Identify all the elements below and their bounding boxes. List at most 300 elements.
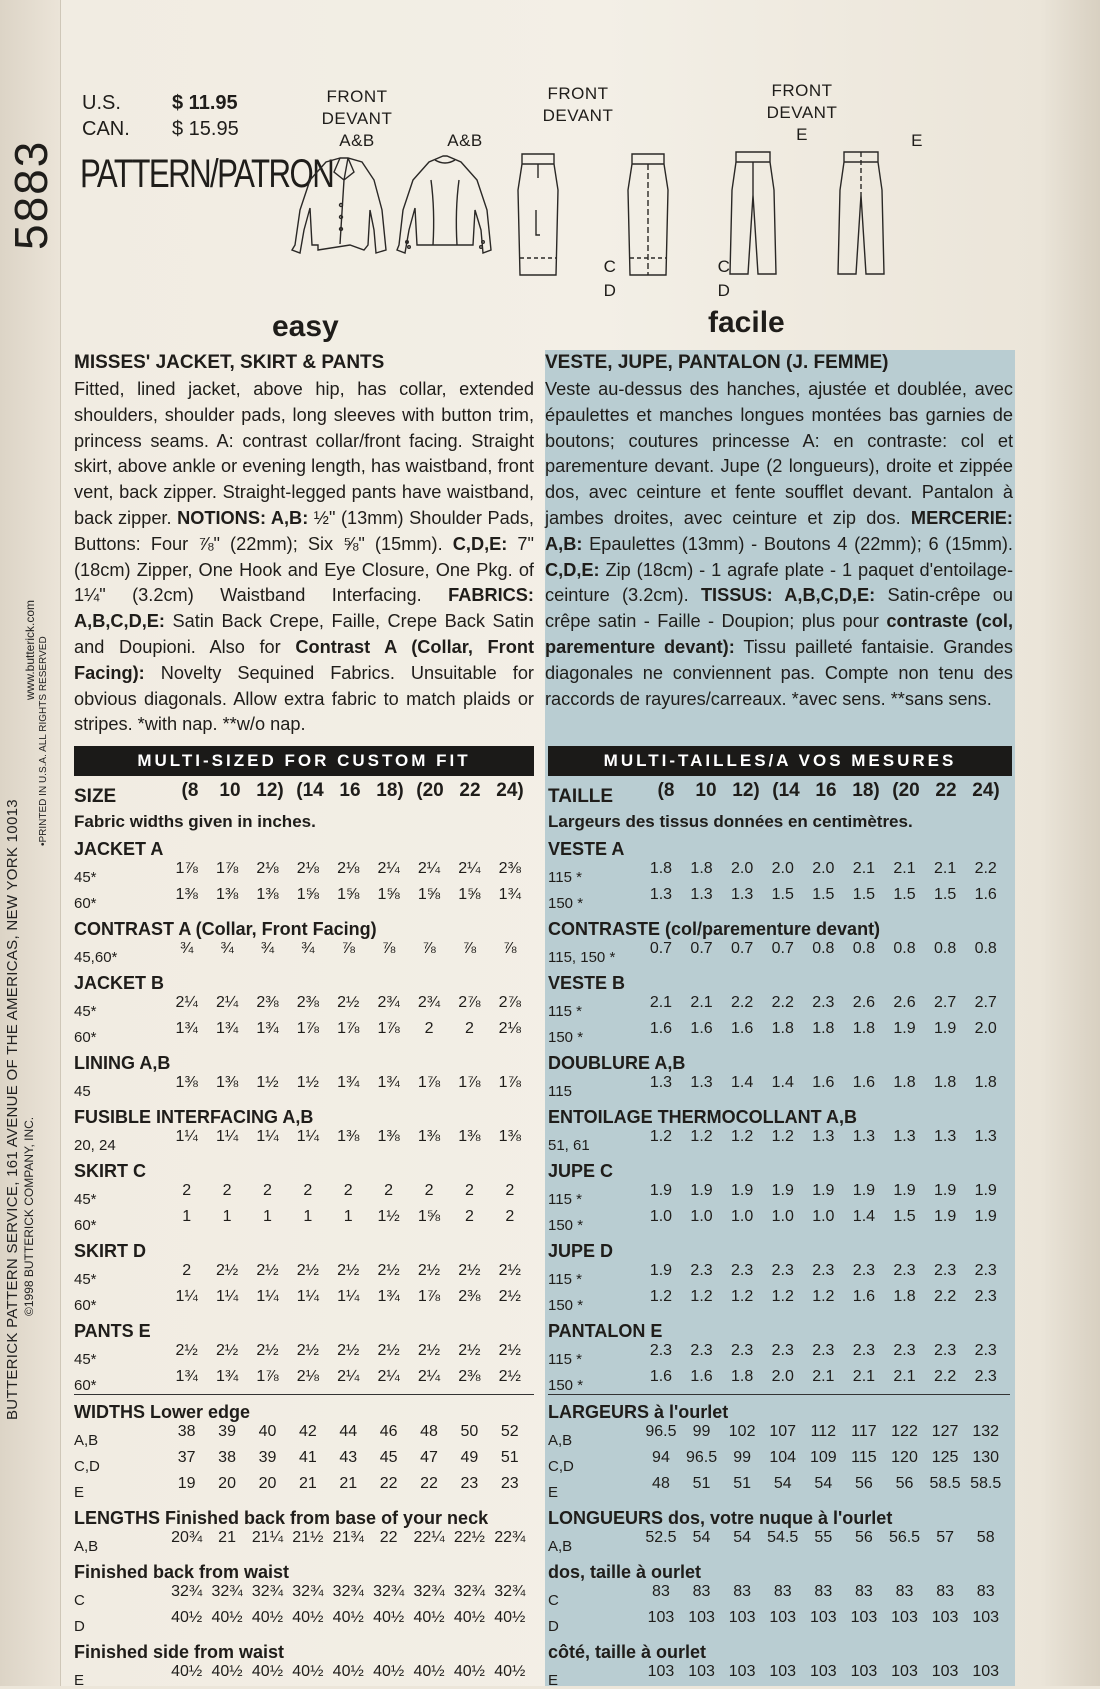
view-label-c1: C xyxy=(603,257,617,276)
row-label: 115 * xyxy=(548,869,582,886)
size-value: 18) xyxy=(852,780,880,801)
cell-value: 1.9 xyxy=(893,1182,916,1199)
row-label: 45* xyxy=(74,1351,97,1368)
table-row xyxy=(548,1288,1010,1314)
cell-value: 103 xyxy=(891,1663,918,1680)
cell-value: 49 xyxy=(460,1449,479,1466)
cell-value: 1.8 xyxy=(852,1020,876,1037)
cell-value: 2.3 xyxy=(690,1262,713,1279)
cell-value: 1.5 xyxy=(771,886,794,903)
cell-value: 2½ xyxy=(458,1262,481,1279)
row-label: 45* xyxy=(74,1271,97,1288)
cell-value: 32¾ xyxy=(211,1583,243,1600)
cell-value: 2 xyxy=(424,1182,434,1199)
cell-value: 2 xyxy=(182,1262,192,1279)
row-cells xyxy=(641,1182,1006,1200)
cell-value: 58.5 xyxy=(970,1475,1002,1492)
cell-value: 2¼ xyxy=(417,860,441,877)
row-label: C,D xyxy=(74,1458,100,1475)
cell-value: 40½ xyxy=(332,1663,364,1680)
cell-value: 1.9 xyxy=(893,1020,916,1037)
cell-value: 2⅛ xyxy=(296,1368,319,1385)
cell-value: 103 xyxy=(769,1663,797,1680)
row-label: E xyxy=(74,1484,85,1501)
cell-value: 2¼ xyxy=(377,860,400,877)
cell-value: 45 xyxy=(379,1449,398,1466)
cell-value: 2⅛ xyxy=(256,860,279,877)
section-title: PANTALON E xyxy=(548,1321,663,1341)
row-cells xyxy=(166,940,530,958)
notions-text: Epaulettes (13mm) - Boutons 4 (22mm); 6 (15mm). xyxy=(589,533,1013,554)
pattern-number: 5883 xyxy=(5,139,57,250)
section-title: CONTRASTE (col/parementure devant) xyxy=(548,919,881,939)
cell-value: 2.3 xyxy=(812,994,835,1011)
table-row xyxy=(548,1583,1010,1609)
cell-value: 1.9 xyxy=(649,1262,673,1279)
cell-value: 1.3 xyxy=(731,886,754,903)
cell-value: 1¼ xyxy=(215,1128,239,1145)
row-cells xyxy=(166,1663,530,1681)
cell-value: 2½ xyxy=(296,1262,319,1279)
section-title: ENTOILAGE THERMOCOLLANT A,B xyxy=(548,1107,857,1127)
cell-value: 2 xyxy=(464,1182,474,1199)
cell-value: 1.9 xyxy=(690,1182,713,1199)
cell-value: 23 xyxy=(460,1475,479,1492)
size-value: 16 xyxy=(339,780,361,801)
row-cells xyxy=(641,1475,1006,1493)
row-cells xyxy=(641,1583,1006,1601)
notions-label: NOTIONS: A,B: xyxy=(177,507,309,528)
cell-value: ¾ xyxy=(180,940,194,957)
cell-value: 2¼ xyxy=(417,1368,441,1385)
cell-value: 2.7 xyxy=(933,994,957,1011)
cell-value: 2.6 xyxy=(893,994,916,1011)
cell-value: 40½ xyxy=(373,1609,405,1626)
table-row xyxy=(74,1663,534,1689)
cell-value: 127 xyxy=(931,1423,959,1440)
cell-value: 2.3 xyxy=(933,1342,957,1359)
row-cells xyxy=(641,1342,1006,1360)
row-label: 115 xyxy=(548,1083,572,1100)
cell-value: 40½ xyxy=(251,1663,284,1680)
cell-value: 1⅞ xyxy=(377,1020,400,1037)
cell-value: 1⅝ xyxy=(337,886,360,903)
row-cells xyxy=(166,860,530,878)
width-note: Fabric widths given in inches. xyxy=(74,812,316,831)
cell-value: 102 xyxy=(728,1423,756,1440)
size-value: (20 xyxy=(892,780,920,801)
view-label-e-back: E xyxy=(911,131,923,150)
cell-value: 1¼ xyxy=(296,1128,319,1145)
cell-value: 48 xyxy=(652,1475,670,1492)
size-value: (8 xyxy=(181,780,199,801)
french-description xyxy=(545,350,1013,712)
cell-value: 83 xyxy=(733,1583,752,1600)
cell-value: 2½ xyxy=(256,1342,279,1359)
size-value: 18) xyxy=(376,780,404,801)
cell-value: 1.8 xyxy=(933,1074,957,1091)
table-row xyxy=(74,1020,534,1046)
view-label-c2: C xyxy=(717,257,731,276)
jacket-front-sketch xyxy=(292,158,386,253)
cell-value: 2½ xyxy=(175,1342,198,1359)
cell-value: ¾ xyxy=(220,940,234,957)
row-label: 150 * xyxy=(548,1029,584,1046)
cell-value: 2⅛ xyxy=(337,860,360,877)
cell-value: 2.2 xyxy=(731,994,754,1011)
cell-value: 21¼ xyxy=(251,1529,284,1546)
size-value: 16 xyxy=(815,780,837,801)
cell-value: 1.9 xyxy=(812,1182,835,1199)
table-row xyxy=(548,886,1010,912)
cell-value: 40½ xyxy=(373,1663,405,1680)
cell-value: 2⅜ xyxy=(458,1288,481,1305)
cell-value: 103 xyxy=(647,1663,675,1680)
table-row xyxy=(548,1475,1010,1501)
section-title: VESTE A xyxy=(548,839,625,859)
cell-value: 21 xyxy=(339,1475,358,1492)
cell-value: 32¾ xyxy=(373,1583,405,1600)
skirt-back-sketch xyxy=(628,154,668,275)
cell-value: 22¼ xyxy=(413,1529,445,1546)
cell-value: 2.1 xyxy=(852,1368,876,1385)
section-title: dos, taille à ourlet xyxy=(548,1562,702,1582)
row-cells xyxy=(641,1262,1006,1280)
cell-value: 40½ xyxy=(171,1663,203,1680)
cell-value: 20 xyxy=(258,1475,277,1492)
size-header-row xyxy=(74,780,534,808)
section-title: SKIRT C xyxy=(74,1161,146,1181)
cell-value: 32¾ xyxy=(453,1583,485,1600)
size-value: (14 xyxy=(296,780,324,801)
cell-value: 2.0 xyxy=(771,1368,794,1385)
cell-value: 1.0 xyxy=(812,1208,835,1225)
cell-value: 1.6 xyxy=(974,886,997,903)
section-title: DOUBLURE A,B xyxy=(548,1053,686,1073)
cell-value: 1¼ xyxy=(337,1288,360,1305)
cell-value: 2.1 xyxy=(852,860,876,877)
cell-value: 1.8 xyxy=(812,1020,835,1037)
row-cells xyxy=(166,1288,530,1306)
cell-value: 99 xyxy=(733,1449,752,1466)
cell-value: 1½ xyxy=(296,1074,319,1091)
cell-value: 51 xyxy=(500,1449,519,1466)
cell-value: 56 xyxy=(895,1475,914,1492)
price-block xyxy=(82,90,239,142)
contrast-label: Contrast A (Collar, Front Facing): xyxy=(74,636,534,683)
cell-value: 2.3 xyxy=(974,1342,997,1359)
table-row xyxy=(74,1288,534,1314)
cell-value: 99 xyxy=(692,1423,711,1440)
row-cells xyxy=(641,1288,1006,1306)
cell-value: 2.3 xyxy=(649,1342,673,1359)
cell-value: 54 xyxy=(733,1529,752,1546)
cell-value: 32¾ xyxy=(494,1583,526,1600)
cell-value: 32¾ xyxy=(292,1583,324,1600)
notions-cde-text: 7" (18cm) Zipper, One Hook and Eye Closure, One Pkg. of 1¼" (3.2cm) Waistband Interfacing. xyxy=(74,533,534,606)
cell-value: 1⅜ xyxy=(175,886,198,903)
cell-value: 2.3 xyxy=(933,1262,957,1279)
cell-value: ⅞ xyxy=(381,940,396,957)
table-row xyxy=(74,1208,534,1234)
table-row xyxy=(548,1449,1010,1475)
fabrics-label: FABRICS: A,B,C,D,E: xyxy=(74,585,534,632)
cell-value: 1.3 xyxy=(649,886,673,903)
table-row xyxy=(74,1074,534,1100)
cell-value: ¾ xyxy=(260,940,275,957)
cell-value: 1.0 xyxy=(690,1208,713,1225)
table-row xyxy=(74,1368,534,1394)
cell-value: 2¼ xyxy=(215,994,239,1011)
cell-value: 2.0 xyxy=(812,860,835,877)
cell-value: 48 xyxy=(420,1423,438,1440)
cell-value: 83 xyxy=(692,1583,711,1600)
table-row xyxy=(548,940,1010,966)
cell-value: 2 xyxy=(263,1182,272,1199)
row-cells xyxy=(166,1449,530,1467)
cell-value: 1.9 xyxy=(852,1182,876,1199)
yardage-table-english xyxy=(74,780,534,1689)
us-label: U.S. xyxy=(82,92,121,114)
section-title: JACKET A xyxy=(74,839,164,859)
cell-value: 2.7 xyxy=(974,994,997,1011)
cell-value: 54 xyxy=(773,1475,792,1492)
cell-value: 2½ xyxy=(498,1288,521,1305)
table-row xyxy=(74,1475,534,1501)
cell-value: 2.1 xyxy=(690,994,713,1011)
cell-value: 103 xyxy=(728,1663,756,1680)
cell-value: 21 xyxy=(298,1475,317,1492)
cell-value: 103 xyxy=(891,1609,918,1626)
description-text: Veste au-dessus des hanches, ajustée et doublée, avec épaulettes et manches longues montées bas garnies de boutons; coutures princesse A: en contraste: col et parementure devant. Jupe (2 longueurs), droite et zippée dos, avec ceinture et fente soufflet devant. Pantalon à jambes droites, avec ceinture et zip dos. xyxy=(545,379,1013,528)
table-row xyxy=(548,860,1010,886)
skirt-front-sketch xyxy=(518,154,558,275)
cell-value: 2½ xyxy=(377,1342,400,1359)
row-label: 45* xyxy=(74,1191,97,1208)
cell-value: 2⅜ xyxy=(498,860,521,877)
table-row xyxy=(548,1020,1010,1046)
cell-value: 1⅜ xyxy=(215,1074,239,1091)
table-row xyxy=(74,1423,534,1449)
row-label: D xyxy=(548,1618,559,1635)
cell-value: 1⅜ xyxy=(417,1128,441,1145)
row-label: 115 * xyxy=(548,1351,582,1368)
cell-value: 2.1 xyxy=(812,1368,835,1385)
row-cells xyxy=(166,1128,530,1146)
cell-value: 83 xyxy=(895,1583,914,1600)
cell-value: 2 xyxy=(343,1182,353,1199)
notions-cde-label: C,D,E: xyxy=(545,559,600,580)
cell-value: 2.3 xyxy=(812,1342,835,1359)
cell-value: 83 xyxy=(855,1583,873,1600)
row-label: 20, 24 xyxy=(74,1137,116,1154)
row-cells xyxy=(166,1368,530,1386)
label-line: FRONT xyxy=(326,87,388,106)
cell-value: 1¼ xyxy=(256,1128,279,1145)
cell-value: 40½ xyxy=(413,1609,445,1626)
cell-value: 40½ xyxy=(332,1609,364,1626)
cell-value: 1.3 xyxy=(852,1128,876,1145)
table-row xyxy=(74,886,534,912)
cell-value: 2½ xyxy=(458,1342,481,1359)
cell-value: 1.2 xyxy=(649,1288,673,1305)
section-title: SKIRT D xyxy=(74,1241,146,1261)
copyright: ©1998 BUTTERICK COMPANY, INC. xyxy=(22,1116,36,1316)
table-row xyxy=(548,1182,1010,1208)
cell-value: 1.8 xyxy=(690,860,713,877)
cell-value: 2.2 xyxy=(933,1368,957,1385)
row-label: E xyxy=(74,1672,85,1689)
facile-badge: facile xyxy=(708,306,785,339)
section-title: LONGUEURS dos, votre nuque à l'ourlet xyxy=(548,1508,893,1528)
cell-value: 40½ xyxy=(453,1663,485,1680)
cell-value: 46 xyxy=(379,1423,398,1440)
cell-value: 2¾ xyxy=(417,994,441,1011)
size-value: (8 xyxy=(657,780,675,801)
fabrics-label: TISSUS: A,B,C,D,E: xyxy=(700,585,876,606)
cell-value: 1.6 xyxy=(812,1074,835,1091)
cell-value: 1.4 xyxy=(852,1208,876,1225)
cell-value: 2½ xyxy=(498,1368,521,1385)
cell-value: 1⅝ xyxy=(458,886,481,903)
cell-value: 117 xyxy=(851,1423,877,1440)
cell-value: 2.1 xyxy=(893,860,916,877)
cell-value: 1¼ xyxy=(215,1288,239,1305)
cell-value: 39 xyxy=(218,1423,236,1440)
row-label: 45 xyxy=(74,1083,91,1100)
table-row xyxy=(74,1609,534,1635)
size-value: (20 xyxy=(416,780,444,801)
cell-value: 2½ xyxy=(498,1342,521,1359)
cell-value: 1⅞ xyxy=(256,1368,279,1385)
row-label: E xyxy=(548,1484,559,1501)
cell-value: 1.2 xyxy=(690,1288,713,1305)
cell-value: 1.9 xyxy=(731,1182,754,1199)
cell-value: 2¼ xyxy=(458,860,481,877)
cell-value: 2½ xyxy=(337,1342,360,1359)
section-title: LINING A,B xyxy=(74,1053,171,1073)
cell-value: 2⅞ xyxy=(498,994,521,1011)
cell-value: 1.9 xyxy=(933,1182,957,1199)
cell-value: 1.8 xyxy=(649,860,673,877)
cell-value: 1.2 xyxy=(731,1288,754,1305)
cell-value: 2½ xyxy=(256,1262,279,1279)
table-row xyxy=(74,1128,534,1154)
view-label-ab-front xyxy=(312,86,402,152)
cell-value: 2.3 xyxy=(893,1342,916,1359)
pattern-label: PATTERN/PATRON xyxy=(80,152,334,196)
cell-value: 1 xyxy=(263,1208,272,1225)
row-label: 60* xyxy=(74,1377,97,1394)
row-cells xyxy=(641,1609,1006,1627)
row-cells xyxy=(166,1423,530,1441)
cell-value: 1⅜ xyxy=(215,886,239,903)
section-title: PANTS E xyxy=(74,1321,151,1341)
row-label: 115 * xyxy=(548,1003,582,1020)
table-row xyxy=(548,1128,1010,1154)
cell-value: 2.2 xyxy=(974,860,997,877)
row-label: 150 * xyxy=(548,1377,584,1394)
cell-value: 0.7 xyxy=(690,940,713,957)
row-cells xyxy=(641,994,1006,1012)
view-label-e-front xyxy=(760,80,844,146)
cell-value: 1.6 xyxy=(690,1368,713,1385)
row-label: 150 * xyxy=(548,1297,584,1314)
cell-value: 0.8 xyxy=(852,940,876,957)
cell-value: 103 xyxy=(769,1609,797,1626)
cell-value: 51 xyxy=(733,1475,752,1492)
row-label: 60* xyxy=(74,1029,97,1046)
cell-value: 21¾ xyxy=(332,1529,364,1546)
cell-value: 2⅜ xyxy=(296,994,319,1011)
cell-value: 0.7 xyxy=(649,940,673,957)
pants-back-sketch xyxy=(838,152,884,274)
garment-sketches xyxy=(290,150,960,305)
row-label: A,B xyxy=(548,1538,573,1555)
row-label: A,B xyxy=(74,1432,99,1449)
cell-value: 103 xyxy=(647,1609,675,1626)
cell-value: 1⅜ xyxy=(175,1074,198,1091)
cell-value: 1⅝ xyxy=(417,886,441,903)
cell-value: 96.5 xyxy=(645,1423,677,1440)
table-row xyxy=(548,1074,1010,1100)
cell-value: 2¼ xyxy=(175,994,198,1011)
cell-value: 1.8 xyxy=(893,1074,916,1091)
cell-value: 103 xyxy=(688,1663,715,1680)
contrast-text: Novelty Sequined Fabrics. Unsuitable for obvious diagonals. Allow extra fabric to match plaids or stripes. *with nap. **w/o nap. xyxy=(74,662,534,735)
english-body xyxy=(74,377,534,738)
cell-value: 40 xyxy=(258,1423,277,1440)
row-cells xyxy=(166,1609,530,1627)
can-price: $ 15.95 xyxy=(172,118,239,140)
cell-value: 2.3 xyxy=(771,1262,794,1279)
notions-cde-text: Zip (18cm) - 1 agrafe plate - 1 paquet d'entoilage-ceinture (3.2cm). xyxy=(545,559,1013,606)
multi-tailles-banner: MULTI-TAILLES/A VOS MESURES xyxy=(548,746,1012,776)
cell-value: 37 xyxy=(177,1449,196,1466)
section-title: VESTE B xyxy=(548,973,626,993)
cell-value: 1.2 xyxy=(812,1288,835,1305)
row-label: A,B xyxy=(548,1432,573,1449)
row-cells xyxy=(641,1423,1006,1441)
cell-value: 1.2 xyxy=(649,1128,673,1145)
section-title: JUPE D xyxy=(548,1241,614,1261)
cell-value: 1¾ xyxy=(175,1368,198,1385)
cell-value: 1¾ xyxy=(175,1020,198,1037)
cell-value: 2.3 xyxy=(731,1342,754,1359)
cell-value: 2 xyxy=(505,1182,515,1199)
section-title: FUSIBLE INTERFACING A,B xyxy=(74,1107,314,1127)
pants-front-sketch xyxy=(730,152,776,274)
table-row xyxy=(548,1663,1010,1689)
label-line: FRONT xyxy=(771,81,833,100)
row-cells xyxy=(641,1020,1006,1038)
cell-value: 21 xyxy=(218,1529,236,1546)
cell-value: 104 xyxy=(769,1449,797,1466)
description-text: Fitted, lined jacket, above hip, has collar, extended shoulders, shoulder pads, long sleeves with button trim, princess seams. A: contrast collar/front facing. Straight skirt, above ankle or evening length, has waistband, front vent, back zipper. Straight-legged pants have waistband, back zipper. xyxy=(74,379,534,528)
label-line: DEVANT xyxy=(321,109,393,128)
french-title: VESTE, JUPE, PANTALON (J. FEMME) xyxy=(545,352,889,373)
section-title: JUPE C xyxy=(548,1161,614,1181)
cell-value: 1¼ xyxy=(256,1288,279,1305)
cell-value: 1.9 xyxy=(649,1182,673,1199)
notions-label: MERCERIE: A,B: xyxy=(545,507,1013,554)
cell-value: 22 xyxy=(379,1475,398,1492)
cell-value: 54.5 xyxy=(767,1529,799,1546)
cell-value: 1.6 xyxy=(731,1020,754,1037)
label-line: E xyxy=(796,125,808,144)
cell-value: 57 xyxy=(936,1529,954,1546)
cell-value: 2.3 xyxy=(893,1262,916,1279)
